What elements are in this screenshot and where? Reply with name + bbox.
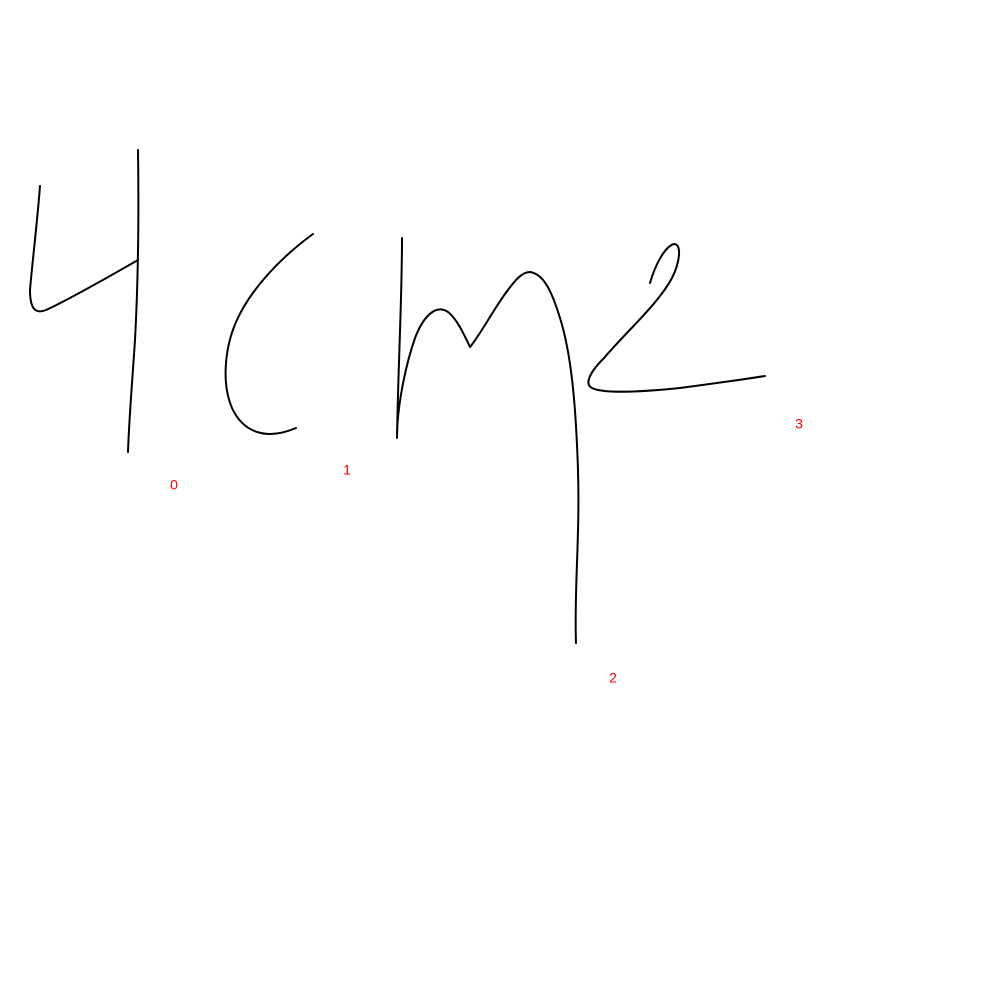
- stroke-label-3: 3: [795, 415, 803, 432]
- stroke-label-2: 2: [609, 669, 617, 686]
- stroke-label-0: 0: [170, 476, 178, 493]
- stroke-label-1: 1: [343, 461, 351, 478]
